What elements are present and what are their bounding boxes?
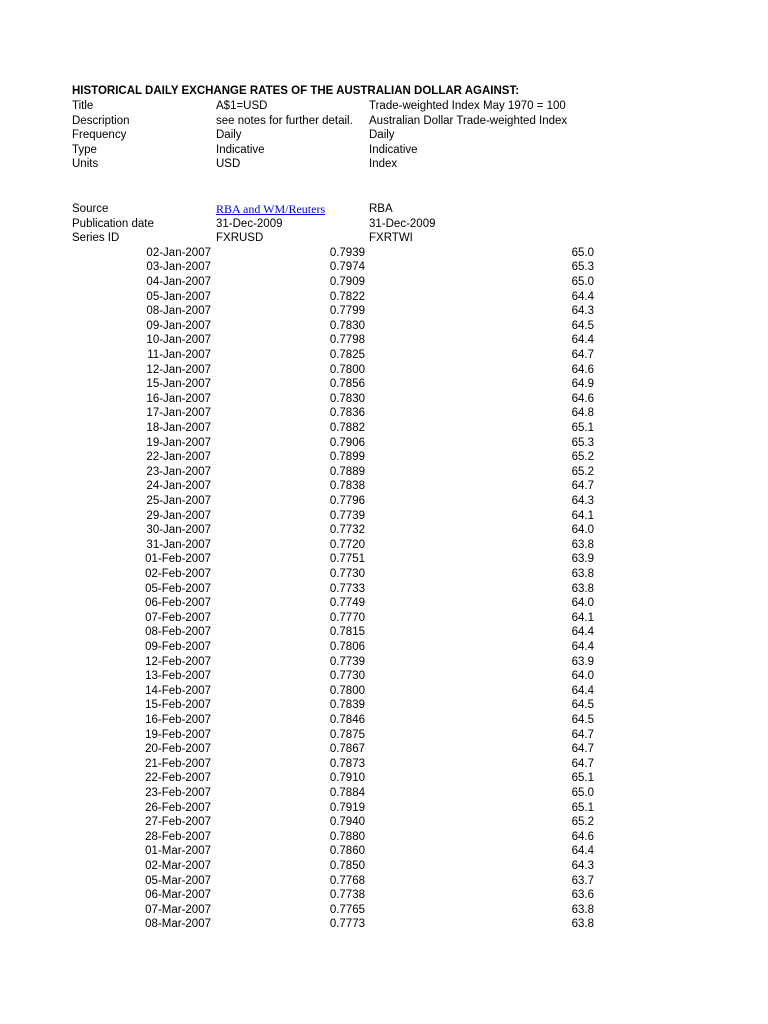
source-label: Source xyxy=(72,203,109,215)
usd-rate-cell: 0.7798 xyxy=(329,334,365,347)
usd-rate-cell: 0.7768 xyxy=(329,874,365,887)
usd-rate-cell: 0.7830 xyxy=(329,392,365,405)
date-cell: 16-Feb-2007 xyxy=(145,714,211,726)
usd-rate-cell: 0.7838 xyxy=(329,480,365,493)
twi-index-cell: 65.2 xyxy=(571,465,594,478)
twi-index-cell: 64.8 xyxy=(571,407,594,420)
twi-index-cell: 65.0 xyxy=(571,787,594,799)
meta-usd: see notes for further detail. xyxy=(216,114,353,127)
table-row xyxy=(0,348,768,363)
usd-rate-cell: 0.7739 xyxy=(329,655,365,668)
twi-index-cell: 65.3 xyxy=(571,436,594,449)
twi-index-cell: 64.4 xyxy=(571,334,594,347)
table-row xyxy=(0,771,768,786)
publication-usd: 31-Dec-2009 xyxy=(216,217,283,230)
date-cell: 18-Jan-2007 xyxy=(146,422,211,434)
twi-index-cell: 64.6 xyxy=(571,830,594,843)
twi-index-cell: 64.1 xyxy=(571,611,594,624)
table-row xyxy=(0,684,768,699)
date-cell: 05-Jan-2007 xyxy=(146,290,211,303)
meta-twi: Index xyxy=(369,158,398,171)
source-link[interactable]: RBA and WM/Reuters xyxy=(216,202,326,216)
table-row xyxy=(0,290,768,305)
twi-index-cell: 64.3 xyxy=(571,305,594,318)
twi-index-cell: 63.6 xyxy=(571,889,594,902)
table-row xyxy=(0,567,768,582)
meta-twi: Daily xyxy=(369,129,395,142)
date-cell: 19-Jan-2007 xyxy=(146,436,211,449)
table-row xyxy=(0,888,768,903)
meta-label: Title xyxy=(72,100,94,112)
table-row xyxy=(0,479,768,494)
date-cell: 25-Jan-2007 xyxy=(146,495,211,507)
date-cell: 01-Mar-2007 xyxy=(145,845,211,858)
date-cell: 02-Feb-2007 xyxy=(145,568,211,580)
table-row xyxy=(0,874,768,889)
date-cell: 16-Jan-2007 xyxy=(146,392,211,405)
table-row xyxy=(0,421,768,436)
table-row xyxy=(0,275,768,290)
twi-index-cell: 63.8 xyxy=(571,568,594,580)
table-row xyxy=(0,436,768,451)
table-row xyxy=(0,363,768,378)
table-row xyxy=(0,552,768,567)
meta-usd: Daily xyxy=(216,129,242,142)
date-cell: 23-Jan-2007 xyxy=(146,465,211,478)
date-cell: 24-Jan-2007 xyxy=(146,480,211,493)
twi-index-cell: 63.8 xyxy=(571,918,594,931)
twi-index-cell: 64.4 xyxy=(571,626,594,639)
publication-label: Publication date xyxy=(72,217,154,230)
twi-index-cell: 64.9 xyxy=(571,378,594,391)
date-cell: 12-Feb-2007 xyxy=(145,655,211,668)
table-row xyxy=(0,742,768,757)
usd-rate-cell: 0.7873 xyxy=(329,757,365,770)
table-row xyxy=(0,406,768,421)
twi-index-cell: 63.8 xyxy=(571,903,594,916)
twi-index-cell: 63.9 xyxy=(571,655,594,668)
twi-index-cell: 64.4 xyxy=(571,845,594,858)
date-cell: 21-Feb-2007 xyxy=(145,757,211,770)
meta-row-type xyxy=(0,143,768,158)
date-cell: 07-Mar-2007 xyxy=(145,903,211,916)
meta-label: Description xyxy=(72,114,130,127)
usd-rate-cell: 0.7825 xyxy=(329,349,365,361)
meta-usd: A$1=USD xyxy=(216,100,268,112)
usd-rate-cell: 0.7940 xyxy=(329,816,365,829)
date-cell: 22-Feb-2007 xyxy=(145,772,211,785)
meta-usd: Indicative xyxy=(216,143,265,156)
table-row xyxy=(0,903,768,918)
usd-rate-cell: 0.7889 xyxy=(329,465,365,478)
twi-index-cell: 64.3 xyxy=(571,495,594,507)
twi-index-cell: 64.5 xyxy=(571,319,594,332)
twi-index-cell: 64.7 xyxy=(571,349,594,361)
twi-index-cell: 63.8 xyxy=(571,538,594,551)
date-cell: 26-Feb-2007 xyxy=(145,801,211,814)
table-row xyxy=(0,260,768,275)
date-cell: 09-Feb-2007 xyxy=(145,641,211,653)
table-row xyxy=(0,611,768,626)
table-row xyxy=(0,625,768,640)
source-twi: RBA xyxy=(369,203,393,215)
date-cell: 06-Mar-2007 xyxy=(145,889,211,902)
usd-rate-cell: 0.7799 xyxy=(329,305,365,318)
usd-rate-cell: 0.7800 xyxy=(329,684,365,697)
sheet-title: HISTORICAL DAILY EXCHANGE RATES OF THE AUSTRALIAN DOLLAR AGAINST: xyxy=(72,85,520,97)
usd-rate-cell: 0.7800 xyxy=(329,363,365,376)
date-cell: 09-Jan-2007 xyxy=(146,319,211,332)
usd-rate-cell: 0.7830 xyxy=(329,319,365,332)
usd-rate-cell: 0.7882 xyxy=(329,422,365,434)
usd-rate-cell: 0.7732 xyxy=(329,524,365,537)
twi-index-cell: 64.7 xyxy=(571,757,594,770)
twi-index-cell: 64.7 xyxy=(571,728,594,741)
meta-twi: Australian Dollar Trade-weighted Index xyxy=(369,114,568,127)
table-row xyxy=(0,713,768,728)
meta-twi: Indicative xyxy=(369,143,418,156)
twi-index-cell: 64.4 xyxy=(571,641,594,653)
twi-index-cell: 64.4 xyxy=(571,290,594,303)
usd-rate-cell: 0.7765 xyxy=(329,903,365,916)
usd-rate-cell: 0.7815 xyxy=(329,626,365,639)
usd-rate-cell: 0.7730 xyxy=(329,568,365,580)
date-cell: 29-Jan-2007 xyxy=(146,509,211,522)
usd-rate-cell: 0.7730 xyxy=(329,670,365,683)
usd-rate-cell: 0.7860 xyxy=(329,845,365,858)
date-cell: 04-Jan-2007 xyxy=(146,276,211,288)
twi-index-cell: 64.5 xyxy=(571,699,594,712)
table-row xyxy=(0,830,768,845)
date-cell: 05-Mar-2007 xyxy=(145,874,211,887)
usd-rate-cell: 0.7884 xyxy=(329,787,365,799)
publication-row xyxy=(0,217,768,232)
meta-label: Units xyxy=(72,158,99,171)
date-cell: 20-Feb-2007 xyxy=(145,743,211,756)
twi-index-cell: 65.3 xyxy=(571,261,594,274)
twi-index-cell: 64.7 xyxy=(571,743,594,756)
table-row xyxy=(0,655,768,670)
usd-rate-cell: 0.7875 xyxy=(329,728,365,741)
usd-rate-cell: 0.7806 xyxy=(329,641,365,653)
table-row xyxy=(0,523,768,538)
twi-index-cell: 65.0 xyxy=(571,276,594,288)
table-row xyxy=(0,319,768,334)
table-row xyxy=(0,465,768,480)
table-row xyxy=(0,801,768,816)
usd-rate-cell: 0.7720 xyxy=(329,538,365,551)
twi-index-cell: 65.2 xyxy=(571,451,594,464)
usd-rate-cell: 0.7919 xyxy=(329,801,365,814)
table-row xyxy=(0,844,768,859)
date-cell: 07-Feb-2007 xyxy=(145,611,211,624)
twi-index-cell: 64.4 xyxy=(571,684,594,697)
table-row xyxy=(0,815,768,830)
twi-index-cell: 64.6 xyxy=(571,363,594,376)
date-cell: 22-Jan-2007 xyxy=(146,451,211,464)
twi-index-cell: 63.8 xyxy=(571,582,594,595)
date-cell: 13-Feb-2007 xyxy=(145,670,211,683)
usd-rate-cell: 0.7909 xyxy=(329,276,365,288)
date-cell: 08-Jan-2007 xyxy=(146,305,211,318)
usd-rate-cell: 0.7770 xyxy=(329,611,365,624)
table-row xyxy=(0,377,768,392)
table-row xyxy=(0,859,768,874)
meta-label: Frequency xyxy=(72,129,127,142)
series-id-usd: FXRUSD xyxy=(216,232,264,245)
table-row xyxy=(0,640,768,655)
table-row xyxy=(0,728,768,743)
date-cell: 28-Feb-2007 xyxy=(145,830,211,843)
date-cell: 15-Jan-2007 xyxy=(146,378,211,391)
date-cell: 27-Feb-2007 xyxy=(145,816,211,829)
meta-row-frequency xyxy=(0,128,768,143)
twi-index-cell: 64.3 xyxy=(571,860,594,872)
twi-index-cell: 65.0 xyxy=(571,246,594,259)
table-row xyxy=(0,246,768,261)
table-row xyxy=(0,494,768,509)
table-row xyxy=(0,582,768,597)
series-id-label: Series ID xyxy=(72,232,120,245)
meta-row-description xyxy=(0,114,768,129)
table-row xyxy=(0,757,768,772)
twi-index-cell: 65.2 xyxy=(571,816,594,829)
usd-rate-cell: 0.7846 xyxy=(329,714,365,726)
table-row xyxy=(0,917,768,932)
meta-row-title xyxy=(0,99,768,114)
meta-twi: Trade-weighted Index May 1970 = 100 xyxy=(369,100,566,112)
date-cell: 19-Feb-2007 xyxy=(145,728,211,741)
date-cell: 02-Mar-2007 xyxy=(145,860,211,872)
usd-rate-cell: 0.7850 xyxy=(329,860,365,872)
meta-row-units xyxy=(0,157,768,172)
usd-rate-cell: 0.7773 xyxy=(329,918,365,931)
date-cell: 02-Jan-2007 xyxy=(146,246,211,259)
twi-index-cell: 64.5 xyxy=(571,714,594,726)
usd-rate-cell: 0.7939 xyxy=(329,246,365,259)
table-row xyxy=(0,786,768,801)
date-cell: 05-Feb-2007 xyxy=(145,582,211,595)
table-row xyxy=(0,596,768,611)
usd-rate-cell: 0.7974 xyxy=(329,261,365,274)
series-id-twi: FXRTWI xyxy=(369,232,413,245)
date-cell: 31-Jan-2007 xyxy=(146,538,211,551)
usd-rate-cell: 0.7910 xyxy=(329,772,365,785)
date-cell: 06-Feb-2007 xyxy=(145,597,211,610)
date-cell: 10-Jan-2007 xyxy=(146,334,211,347)
date-cell: 30-Jan-2007 xyxy=(146,524,211,537)
twi-index-cell: 64.7 xyxy=(571,480,594,493)
twi-index-cell: 65.1 xyxy=(571,801,594,814)
date-cell: 17-Jan-2007 xyxy=(146,407,211,420)
twi-index-cell: 65.1 xyxy=(571,422,594,434)
usd-rate-cell: 0.7906 xyxy=(329,436,365,449)
twi-index-cell: 65.1 xyxy=(571,772,594,785)
date-cell: 03-Jan-2007 xyxy=(146,261,211,274)
twi-index-cell: 63.7 xyxy=(571,874,594,887)
usd-rate-cell: 0.7751 xyxy=(329,553,365,566)
date-cell: 14-Feb-2007 xyxy=(145,684,211,697)
table-row xyxy=(0,538,768,553)
date-cell: 23-Feb-2007 xyxy=(145,787,211,799)
usd-rate-cell: 0.7899 xyxy=(329,451,365,464)
usd-rate-cell: 0.7822 xyxy=(329,290,365,303)
usd-rate-cell: 0.7880 xyxy=(329,830,365,843)
twi-index-cell: 63.9 xyxy=(571,553,594,566)
publication-twi: 31-Dec-2009 xyxy=(369,217,436,230)
date-cell: 15-Feb-2007 xyxy=(145,699,211,712)
table-row xyxy=(0,333,768,348)
table-row xyxy=(0,669,768,684)
usd-rate-cell: 0.7739 xyxy=(329,509,365,522)
meta-label: Type xyxy=(72,143,97,156)
usd-rate-cell: 0.7738 xyxy=(329,889,365,902)
meta-usd: USD xyxy=(216,158,241,171)
twi-index-cell: 64.6 xyxy=(571,392,594,405)
usd-rate-cell: 0.7867 xyxy=(329,743,365,756)
table-row xyxy=(0,450,768,465)
usd-rate-cell: 0.7839 xyxy=(329,699,365,712)
date-cell: 08-Mar-2007 xyxy=(145,918,211,931)
table-row xyxy=(0,304,768,319)
series-id-row xyxy=(0,231,768,246)
table-row xyxy=(0,392,768,407)
usd-rate-cell: 0.7749 xyxy=(329,597,365,610)
twi-index-cell: 64.0 xyxy=(571,524,594,537)
date-cell: 11-Jan-2007 xyxy=(147,349,211,361)
date-cell: 08-Feb-2007 xyxy=(145,626,211,639)
twi-index-cell: 64.1 xyxy=(571,509,594,522)
date-cell: 12-Jan-2007 xyxy=(146,363,211,376)
usd-rate-cell: 0.7733 xyxy=(329,582,365,595)
usd-rate-cell: 0.7856 xyxy=(329,378,365,391)
usd-rate-cell: 0.7836 xyxy=(329,407,365,420)
table-row xyxy=(0,509,768,524)
twi-index-cell: 64.0 xyxy=(571,597,594,610)
source-row xyxy=(0,202,768,217)
usd-rate-cell: 0.7796 xyxy=(329,495,365,507)
table-row xyxy=(0,698,768,713)
twi-index-cell: 64.0 xyxy=(571,670,594,683)
date-cell: 01-Feb-2007 xyxy=(145,553,211,566)
